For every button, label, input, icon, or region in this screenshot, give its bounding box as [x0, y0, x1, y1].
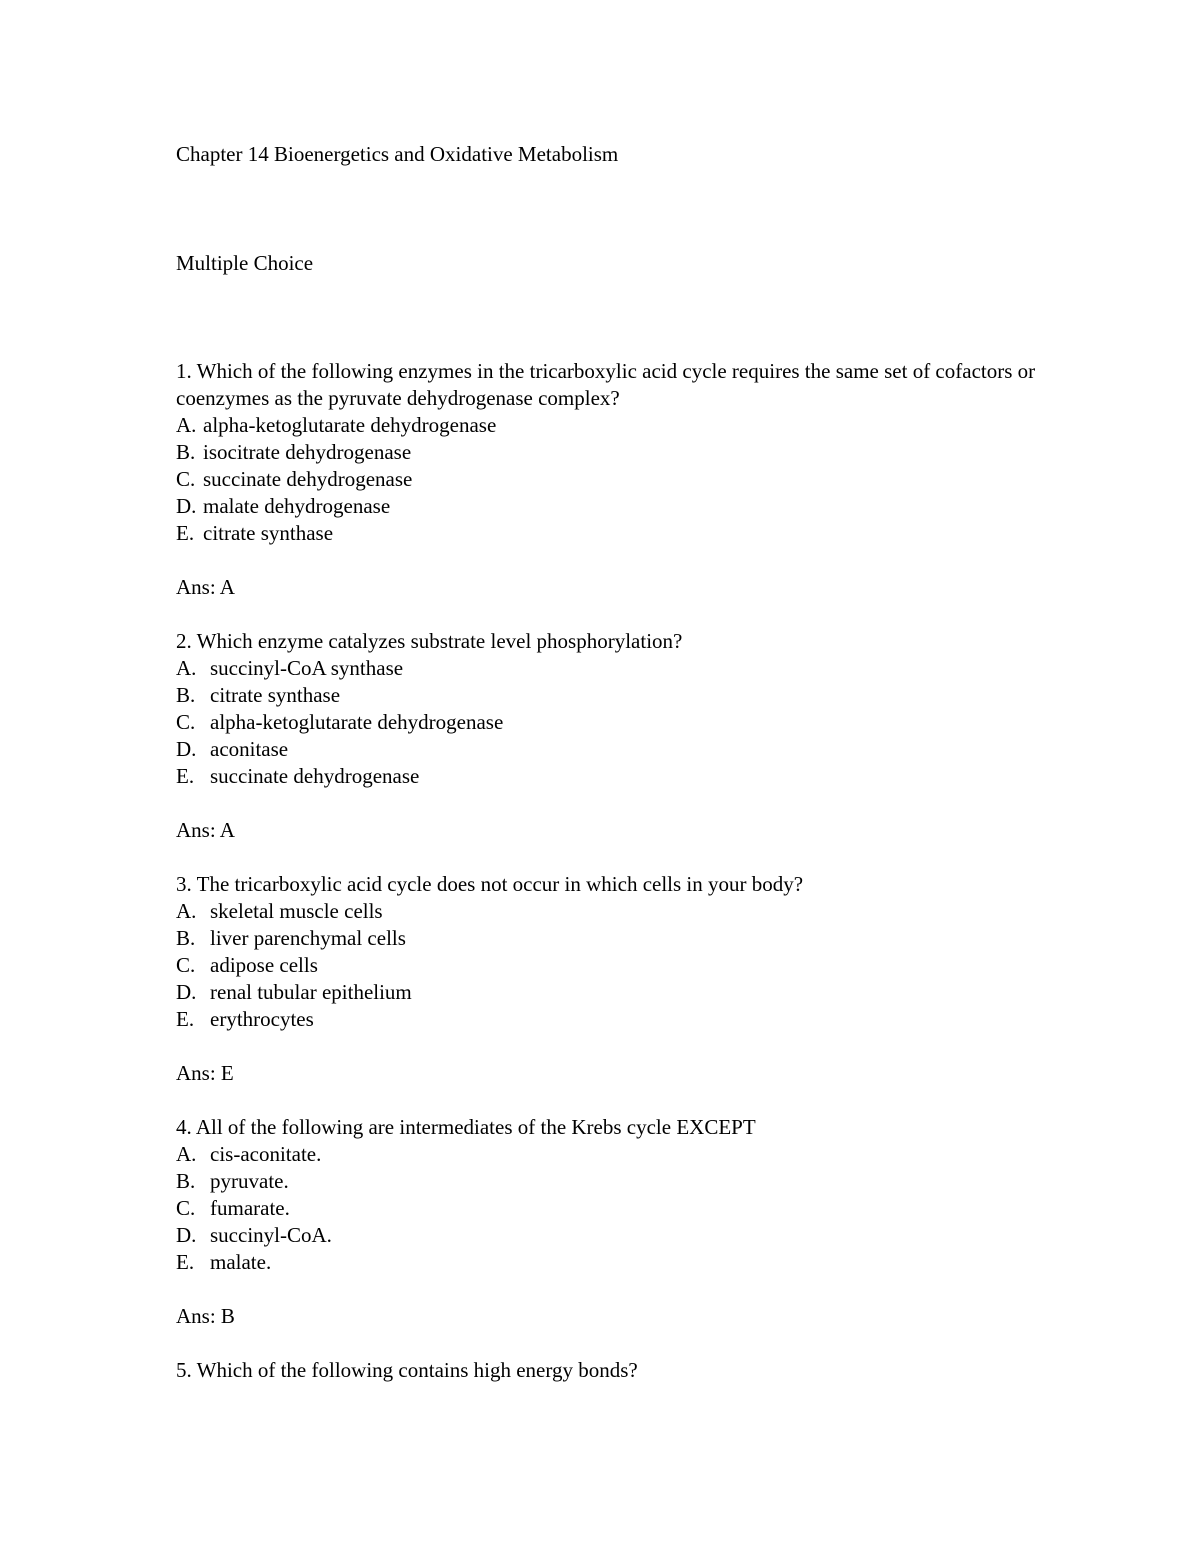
option-letter: C. — [176, 710, 196, 734]
option-d — [176, 979, 1056, 1006]
option-letter: C. — [176, 953, 196, 977]
option-d — [176, 493, 1056, 520]
option-a — [176, 1141, 1056, 1168]
option-d — [176, 736, 1056, 763]
option-text: alpha-ketoglutarate dehydrogenase — [203, 413, 497, 437]
option-text: pyruvate. — [210, 1169, 289, 1193]
option-text: citrate synthase — [203, 521, 334, 545]
option-text: liver parenchymal cells — [210, 926, 406, 950]
question-text: 2. Which enzyme catalyzes substrate level phosphorylation? — [176, 629, 683, 653]
option-e — [176, 1006, 1056, 1033]
option-a — [176, 898, 1056, 925]
option-c — [176, 952, 1056, 979]
option-letter: B. — [176, 926, 196, 950]
option-b — [176, 1168, 1056, 1195]
option-text: cis-aconitate. — [210, 1142, 322, 1166]
chapter-title: Chapter 14 Bioenergetics and Oxidative Metabolism — [176, 142, 619, 166]
option-letter: E. — [176, 764, 195, 788]
question-text: 3. The tricarboxylic acid cycle does not occur in which cells in your body? — [176, 872, 804, 896]
option-text: citrate synthase — [210, 683, 341, 707]
option-text: succinate dehydrogenase — [210, 764, 420, 788]
option-list — [176, 655, 1056, 790]
section-heading: Multiple Choice — [176, 251, 314, 275]
option-text: succinyl-CoA. — [210, 1223, 332, 1247]
answer-line: Ans: B — [176, 1304, 235, 1328]
question-3 — [176, 871, 1056, 1087]
option-text: malate. — [210, 1250, 272, 1274]
option-letter: B. — [176, 683, 196, 707]
option-letter: A. — [176, 413, 197, 437]
option-letter: A. — [176, 1142, 197, 1166]
option-letter: D. — [176, 494, 197, 518]
option-b — [176, 682, 1056, 709]
question-2 — [176, 628, 1056, 844]
option-text: isocitrate dehydrogenase — [203, 440, 412, 464]
option-c — [176, 709, 1056, 736]
option-c — [176, 1195, 1056, 1222]
option-letter: B. — [176, 440, 196, 464]
question-text: 4. All of the following are intermediates of the Krebs cycle EXCEPT — [176, 1115, 756, 1139]
option-e — [176, 763, 1056, 790]
question-1 — [176, 358, 1056, 601]
option-d — [176, 1222, 1056, 1249]
option-text: adipose cells — [210, 953, 318, 977]
option-letter: D. — [176, 1223, 197, 1247]
answer-line: Ans: A — [176, 818, 235, 842]
option-a — [176, 655, 1056, 682]
option-list — [176, 412, 1056, 547]
option-letter: D. — [176, 737, 197, 761]
question-4 — [176, 1114, 1056, 1330]
option-letter: A. — [176, 656, 197, 680]
option-text: succinate dehydrogenase — [203, 467, 413, 491]
option-text: renal tubular epithelium — [210, 980, 412, 1004]
answer-line: Ans: A — [176, 575, 235, 599]
option-letter: E. — [176, 1007, 195, 1031]
option-text: fumarate. — [210, 1196, 290, 1220]
option-list — [176, 1141, 1056, 1276]
option-c — [176, 466, 1056, 493]
option-letter: D. — [176, 980, 197, 1004]
option-text: succinyl-CoA synthase — [210, 656, 404, 680]
answer-line: Ans: E — [176, 1061, 234, 1085]
document-content — [176, 141, 1056, 1384]
option-letter: C. — [176, 1196, 196, 1220]
option-text: skeletal muscle cells — [210, 899, 383, 923]
option-letter: E. — [176, 1250, 195, 1274]
option-b — [176, 439, 1056, 466]
option-letter: B. — [176, 1169, 196, 1193]
option-text: malate dehydrogenase — [203, 494, 391, 518]
option-letter: C. — [176, 467, 196, 491]
question-text: 5. Which of the following contains high energy bonds? — [176, 1358, 638, 1382]
option-text: aconitase — [210, 737, 289, 761]
question-5 — [176, 1357, 1056, 1384]
option-e — [176, 520, 1056, 547]
option-e — [176, 1249, 1056, 1276]
option-b — [176, 925, 1056, 952]
option-letter: E. — [176, 521, 195, 545]
option-letter: A. — [176, 899, 197, 923]
option-list — [176, 898, 1056, 1033]
option-a — [176, 412, 1056, 439]
question-text: 1. Which of the following enzymes in the tricarboxylic acid cycle requires the same set of cofactors or coenzymes as the pyruvate dehydrogenase complex? — [176, 359, 1036, 410]
option-text: alpha-ketoglutarate dehydrogenase — [210, 710, 504, 734]
option-text: erythrocytes — [210, 1007, 314, 1031]
